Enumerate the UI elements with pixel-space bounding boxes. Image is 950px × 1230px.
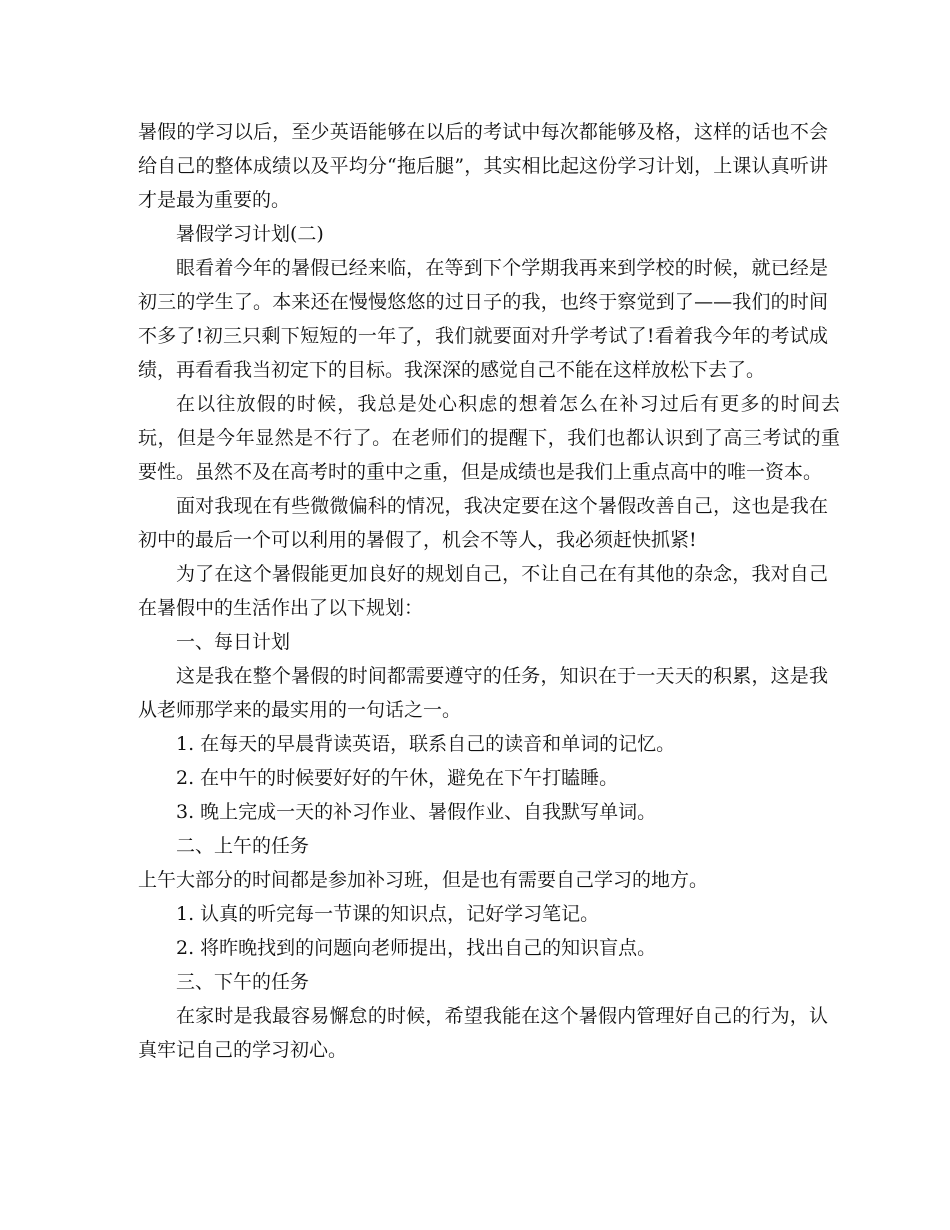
heading-morning-tasks: 二、上午的任务 — [176, 835, 310, 857]
paragraph-weak-subject: 面对我现在有些微微偏科的情况，我决定要在这个暑假改善自己，这也是我在初中的最后一个可以利用的暑假了，机会不等人，我必须赶快抓紧! — [138, 495, 828, 551]
paragraph-afternoon-tasks: 在家时是我最容易懈怠的时候，希望我能在这个暑假内管理好自己的行为，认真牢记自己的学习初心。 — [138, 1005, 828, 1061]
list-item-daily-1: 1. 在每天的早晨背读英语，联系自己的读音和单词的记忆。 — [176, 733, 676, 755]
paragraph-planning: 为了在这个暑假能更加良好的规划自己，不让自己在有其他的杂念，我对自己在暑假中的生活作出了以下规划： — [138, 563, 828, 619]
paragraph-daily-plan: 这是我在整个暑假的时间都需要遵守的任务，知识在于一天天的积累，这是我从老师那学来的最实用的一句话之一。 — [138, 665, 828, 721]
list-item-morning-1: 1. 认真的听完每一节课的知识点，记好学习笔记。 — [176, 903, 600, 925]
list-item-morning-2: 2. 将昨晚找到的问题向老师提出，找出自己的知识盲点。 — [176, 937, 657, 959]
document-body — [138, 115, 840, 1067]
heading-daily-plan: 一、每日计划 — [176, 631, 291, 653]
paragraph-morning-tasks: 上午大部分的时间都是参加补习班，但是也有需要自己学习的地方。 — [138, 869, 709, 891]
section-heading-plan-two: 暑假学习计划(二) — [176, 223, 324, 245]
heading-afternoon-tasks: 三、下午的任务 — [176, 971, 310, 993]
paragraph-continuation: 暑假的学习以后，至少英语能够在以后的考试中每次都能够及格，这样的话也不会给自己的整体成绩以及平均分“拖后腿”，其实相比起这份学习计划，上课认真听讲才是最为重要的。 — [138, 121, 828, 211]
paragraph-past-holidays: 在以往放假的时候，我总是处心积虑的想着怎么在补习过后有更多的时间去玩，但是今年显然是不行了。在老师们的提醒下，我们也都认识到了高三考试的重要性。虽然不及在高考时的重中之重，但是成绩也是我们上重点高中的唯一资本。 — [138, 393, 840, 483]
list-item-daily-3: 3. 晚上完成一天的补习作业、暑假作业、自我默写单词。 — [176, 801, 657, 823]
paragraph-intro: 眼看着今年的暑假已经来临，在等到下个学期我再来到学校的时候，就已经是初三的学生了。本来还在慢慢悠悠的过日子的我，也终于察觉到了——我们的时间不多了!初三只剩下短短的一年了，我们就要面对升学考试了!看着我今年的考试成绩，再看看我当初定下的目标。我深深的感觉自己不能在这样放松下去了。 — [138, 257, 828, 381]
list-item-daily-2: 2. 在中午的时候要好好的午休，避免在下午打瞌睡。 — [176, 767, 619, 789]
